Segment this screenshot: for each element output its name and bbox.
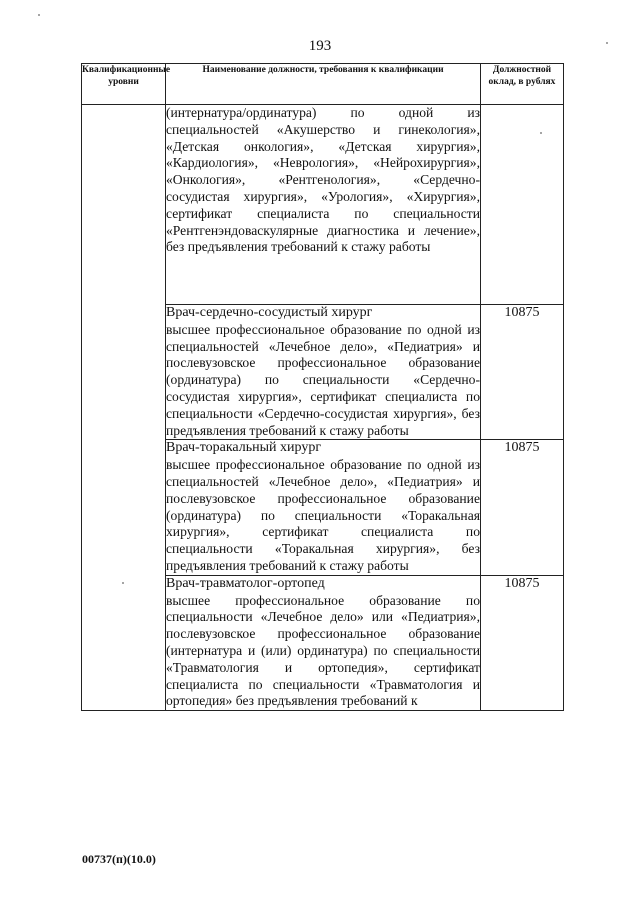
position-requirements: высшее профессиональное образование по специальности «Лечебное дело» или «Педиатрия», послевузовское профессиональное образование (интернатура и (или) ординатура) по специальности «Травматология и ортопедия», сертификат специалиста по специальности «Травматология и ортопедия» без предъявления требований к: [166, 592, 480, 709]
position-description-cell: [166, 575, 481, 710]
position-requirements: высшее профессиональное образование по одной из специальностей «Лечебное дело», «Педиатрия» и послевузовское профессиональное образование (ординатура) по специальности «Сердечно-сосудистая хирургия», сертификат специалиста по специальности «Сердечно-сосудистая хирургия», без предъявления требований к стажу работы: [166, 321, 480, 438]
salary-cell: [481, 105, 564, 305]
qualification-table: [81, 63, 564, 711]
page-number: 193: [308, 38, 332, 54]
position-description-cell: [166, 440, 481, 575]
position-title: Врач-торакальный хирург: [166, 440, 322, 456]
position-description-cell: [166, 105, 481, 305]
position-title: Врач-травматолог-ортопед: [166, 575, 325, 591]
salary-cell: 10875: [481, 305, 564, 440]
salary-cell: 10875: [481, 440, 564, 575]
header-salary: Должностной оклад, в рублях: [481, 64, 564, 105]
salary-cell: 10875: [481, 575, 564, 710]
levels-cell: [82, 105, 166, 711]
position-requirements: высшее профессиональное образование по одной из специальностей «Лечебное дело», «Педиатрия» и послевузовское профессиональное образование (ординатура) по специальности «Торакальная хирургия», сертификат специалиста по специальности «Торакальная хирургия», без предъявления требований к стажу работы: [166, 457, 480, 573]
scan-speck: [540, 132, 542, 134]
header-position: Наименование должности, требования к квалификации: [166, 64, 481, 105]
scan-speck: [38, 14, 40, 16]
position-title: Врач-сердечно-сосудистый хирург: [166, 305, 373, 320]
header-levels: Квалификационные уровни: [82, 64, 166, 105]
position-description-cell: [166, 305, 481, 440]
document-code: 00737(п)(10.0): [82, 852, 156, 866]
table-row: [82, 105, 564, 305]
table-header-row: [82, 64, 564, 105]
position-requirements: (интернатура/ординатура) по одной из специальностей «Акушерство и гинекология», «Детская онкология», «Детская хирургия», «Кардиология», «Неврология», «Нейрохирургия», «Онкология», «Рентгенология», «Сердечно-сосудистая хирургия», «Урология», «Хирургия», сертификат специалиста по специальности «Рентгенэндоваскулярные диагностика и лечение», без предъявления требований к стажу работы: [166, 105, 480, 255]
scan-speck: [606, 42, 608, 44]
scan-speck: [122, 582, 124, 584]
